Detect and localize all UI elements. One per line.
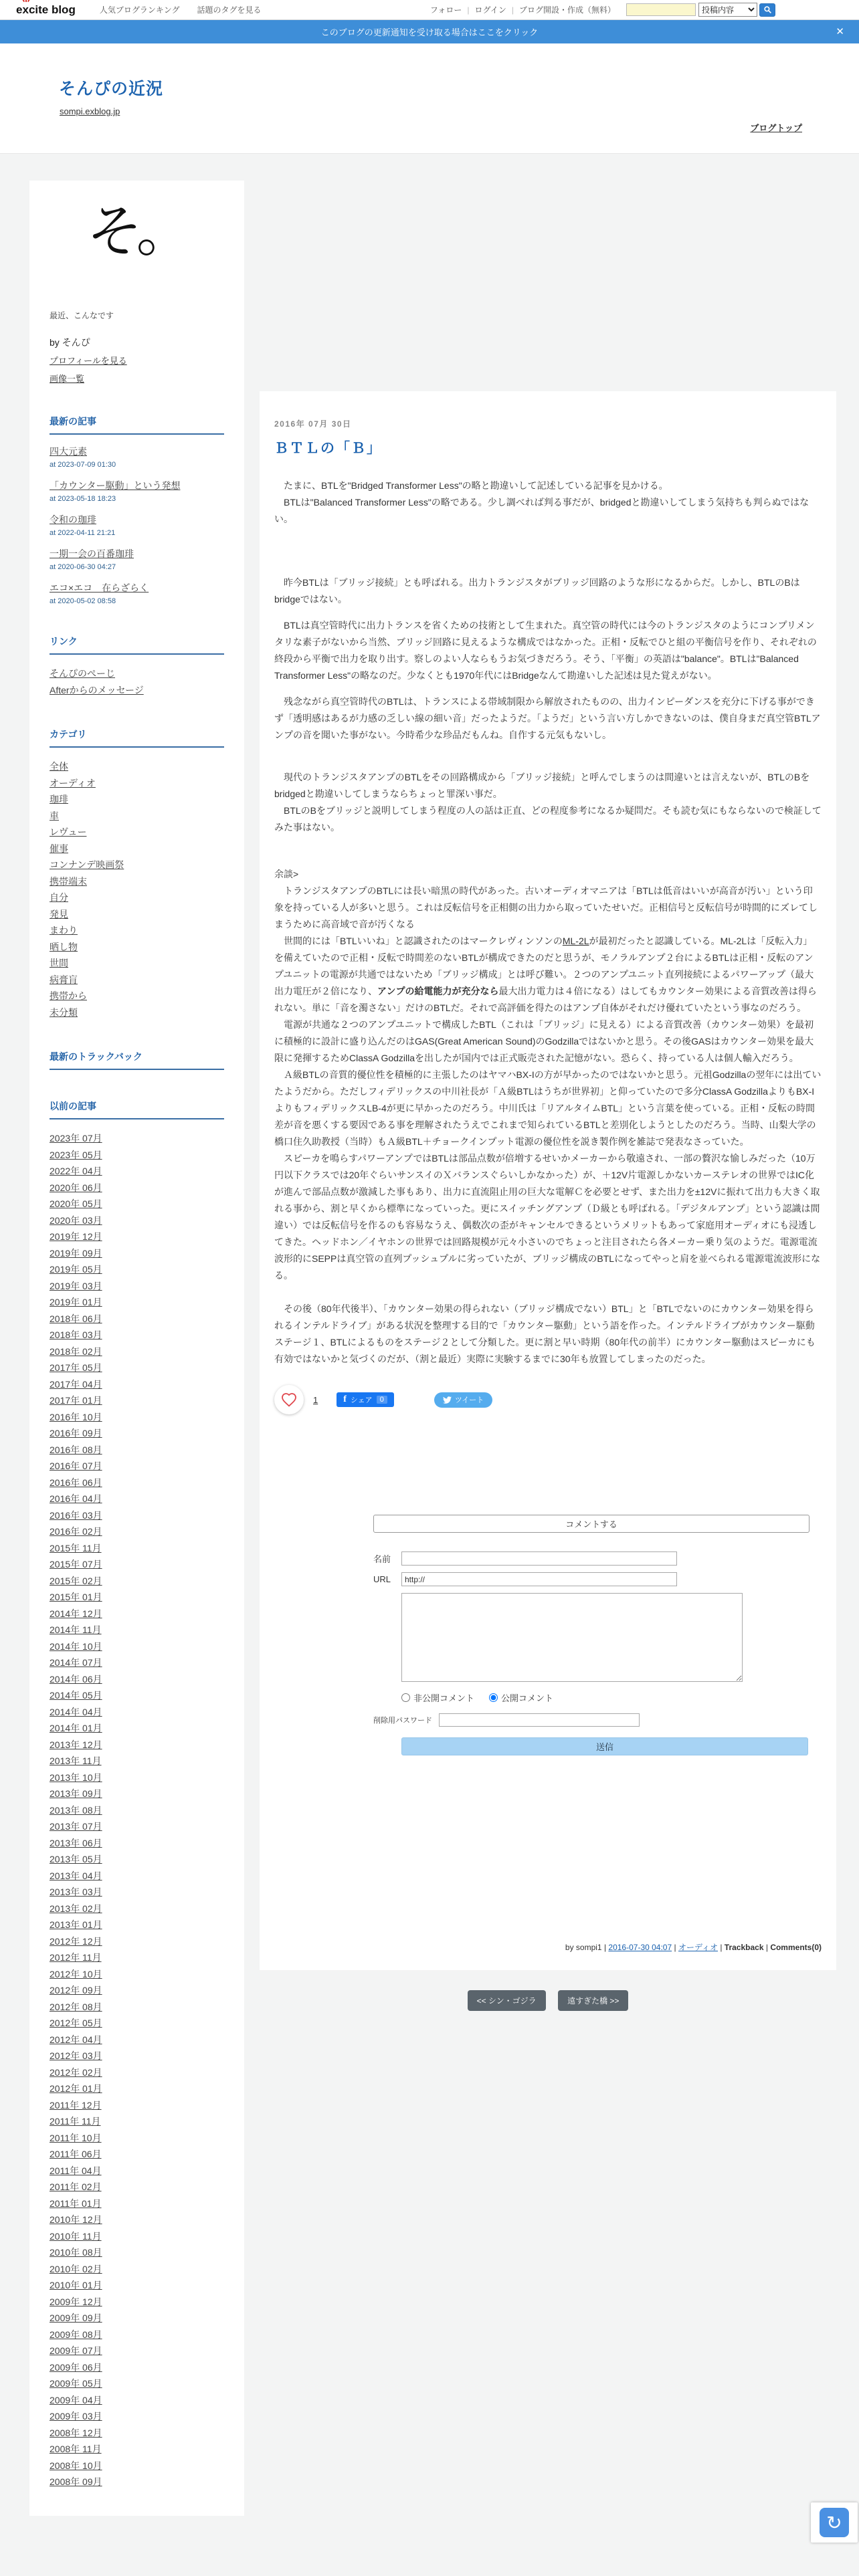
archive-month-link[interactable]: 2011年 04月	[50, 2165, 102, 2176]
search-input[interactable]	[626, 3, 696, 16]
archive-month-link[interactable]: 2009年 04月	[50, 2394, 102, 2405]
links-list	[50, 665, 224, 698]
name-label: 名前	[373, 1554, 391, 1564]
close-icon[interactable]: ✕	[836, 26, 844, 37]
archive-month-link[interactable]: 2009年 03月	[50, 2411, 102, 2422]
byline-link[interactable]: Trackback	[724, 1943, 764, 1952]
category-link[interactable]: 珈琲	[50, 794, 68, 804]
recent-post-date: at 2020-05-02 08:58	[50, 597, 116, 605]
category-link[interactable]: 世間	[50, 958, 68, 968]
prev-post-button[interactable]: << シン・ゴジラ	[468, 1990, 546, 2011]
archive-month-link[interactable]: 2014年 06月	[50, 1673, 102, 1685]
category-link[interactable]: まわり	[50, 925, 78, 936]
archive-month-link[interactable]: 2016年 04月	[50, 1493, 102, 1504]
link-item[interactable]: Afterからのメッセージ	[50, 684, 144, 695]
archive-month-link[interactable]: 2010年 12月	[50, 2214, 102, 2225]
recaptcha-badge[interactable]	[811, 2502, 858, 2543]
archive-month-link[interactable]: 2013年 07月	[50, 1821, 102, 1832]
archive-month-link[interactable]: 2013年 01月	[50, 1919, 102, 1930]
public-comment-option[interactable]	[489, 1691, 553, 1704]
create-blog-link[interactable]: ブログ開設・作成（無料）	[518, 5, 615, 15]
article-paragraph: たまに、BTLを"Bridged Transformer Less"の略と勘違いして記述している記事を見かける。	[274, 480, 668, 491]
archive-month-link[interactable]: 2013年 04月	[50, 1870, 102, 1881]
article-paragraph: BTLは"Balanced Transformer Less"の略である。少し調べれば判る事だが、bridgedと勘違いしてしまう気持ちも判らぬではない。	[274, 497, 809, 524]
archive-month-link[interactable]: 2018年 03月	[50, 1329, 102, 1340]
category-link[interactable]: 催事	[50, 843, 68, 854]
archive-month-link[interactable]: 2019年 01月	[50, 1297, 102, 1307]
archive-month-link[interactable]: 2014年 12月	[50, 1608, 102, 1619]
archive-month-link[interactable]: 2013年 12月	[50, 1739, 102, 1750]
archive-month-link[interactable]: 2008年 09月	[50, 2476, 102, 2487]
comment-visibility-radios	[401, 1691, 809, 1704]
url-field[interactable]	[401, 1572, 677, 1586]
submit-comment-button[interactable]: 送信	[401, 1737, 808, 1755]
delete-password-field[interactable]	[439, 1713, 640, 1727]
archive-month-link[interactable]: 2012年 05月	[50, 2018, 102, 2028]
categories-list	[50, 758, 224, 1021]
url-label: URL	[373, 1574, 391, 1584]
separator: |	[467, 5, 470, 15]
archive-month-link[interactable]: 2013年 02月	[50, 1903, 102, 1914]
profile-link[interactable]: プロフィールを見る	[50, 356, 127, 366]
comment-textarea[interactable]	[401, 1593, 743, 1682]
recent-post-link[interactable]: 令和の珈琲	[50, 514, 96, 525]
category-link[interactable]: 晒し物	[50, 941, 78, 952]
archives-heading: 以前の記事	[50, 1099, 224, 1119]
archive-month-link[interactable]: 2017年 04月	[50, 1378, 102, 1390]
archive-month-link[interactable]: 2017年 05月	[50, 1362, 102, 1373]
byline-author: by sompi1	[565, 1943, 602, 1952]
image-list-link[interactable]: 画像一覧	[50, 374, 85, 384]
archive-month-link[interactable]: 2022年 04月	[50, 1166, 102, 1176]
archive-month-link[interactable]: 2015年 07月	[50, 1559, 102, 1570]
recent-post-date: at 2020-06-30 04:27	[50, 563, 116, 571]
archive-month-link[interactable]: 2016年 10月	[50, 1411, 102, 1422]
category-link[interactable]: コンナンデ映画祭	[50, 859, 124, 870]
recent-post-item	[50, 581, 224, 605]
archive-month-link[interactable]: 2009年 06月	[50, 2361, 102, 2373]
login-link[interactable]: ログイン	[474, 5, 506, 15]
comment-form	[373, 1551, 809, 1755]
archive-month-link[interactable]: 2008年 12月	[50, 2427, 102, 2438]
recent-post-item	[50, 513, 224, 537]
top-bar	[0, 0, 859, 20]
spark-icon	[23, 0, 29, 2]
archive-month-link[interactable]: 2013年 10月	[50, 1772, 102, 1783]
comment-toggle-button[interactable]: コメントする	[373, 1515, 809, 1533]
private-comment-radio[interactable]	[401, 1693, 410, 1702]
article-paragraph: その後（80年代後半）、「カウンター効果の得られない（ブリッジ構成でない）BTL」と「BTLでないのにカウンター効果を得られるインテルドライブ」がある状況を整理する目的で「カウンター駆動」という語を作った。インテルドライブがカウンター駆動ステージ１、BTLによるものをステージ２として分類した。更に割と早い時期（80年代の前半）にカウンター駆動はスピーカにも有効ではないかと気づくのだが、（割と最近）実際に実験するまでに30年も放置してしまったのだった。	[274, 1303, 816, 1364]
archive-month-link[interactable]: 2012年 02月	[50, 2066, 102, 2078]
archive-month-link[interactable]: 2016年 09月	[50, 1428, 102, 1438]
article-paragraph: スピーカを鳴らすパワーアンプではBTLは部品点数が倍増するせいかメーカーから敬遠され、一部の贅沢な愉しみだった（10万円以下クラスでは20年ぐらいサンスイのＸバランスぐらいしかなかった）が、＋12V片電源しかないカーステレオの世界ではIC化が進んで部品点数が激減した事もあり、出力に直流阻止用の巨大な電解Ｃを必要とせず、また出力を±12Vに振れて出力も大きく取れる事から、割と早くから標準になっていった。更にスイッチングアンプ（Ｄ級とも呼ばれる。「デジタルアンプ」という認識は間違い）では反転信号を作るのも容易なうえ、偶数次の歪がキャンセルできるというメリットもあって家庭用オーディオにも浸透してきた。ヘッドホン／イヤホンの世界では回路規模が元々小さいのでちょっと注目されたら各メーカー乗り気のようだ。電源電流波形的にSEPPは真空管の直列プッシュプルに劣っていたが、ブリッジ構成のBTLになってやっと肩を並べられる電源電流波形になる。	[274, 1153, 821, 1281]
byline-link[interactable]: オーディオ	[678, 1943, 718, 1952]
archive-month-link[interactable]: 2009年 05月	[50, 2378, 102, 2389]
category-link[interactable]: レヴュー	[50, 827, 87, 837]
category-link[interactable]: 発見	[50, 908, 68, 920]
recent-post-link[interactable]: 四大元素	[50, 446, 87, 457]
next-post-button[interactable]: 遠すぎた橋 >>	[558, 1990, 628, 2011]
nav-blog-ranking[interactable]: 人気ブログランキング	[99, 5, 180, 15]
archive-month-link[interactable]: 2023年 07月	[50, 1133, 102, 1144]
article-paragraph: 現代のトランジスタアンプのBTLをその回路構成から「ブリッジ接続」と呼んでしまうのは間違いとは言えないが、BTLのBをbridgedと勘違いしてしまうならちょっと罪深い事だ。	[274, 772, 810, 799]
archive-month-link[interactable]: 2013年 11月	[50, 1755, 102, 1766]
archive-month-link[interactable]: 2020年 05月	[50, 1198, 102, 1209]
archive-month-link[interactable]: 2015年 11月	[50, 1542, 102, 1553]
archive-month-link[interactable]: 2008年 11月	[50, 2444, 102, 2454]
comment-section	[373, 1515, 809, 1755]
recent-posts-list	[50, 445, 224, 605]
archive-month-link[interactable]: 2019年 09月	[50, 1247, 102, 1259]
tweet-label: ツイート	[454, 1396, 484, 1404]
post-byline: by sompi1 | 2016-07-30 04:07 | オーディオ | Trackback | Comments(0)	[565, 1943, 822, 1952]
recaptcha-icon: ↻	[820, 2508, 849, 2537]
archive-month-link[interactable]: 2012年 03月	[50, 2050, 102, 2061]
sidebar	[29, 181, 244, 2516]
facebook-share-label: シェア	[350, 1396, 373, 1404]
archive-month-link[interactable]: 2014年 05月	[50, 1690, 102, 1701]
recent-post-item	[50, 479, 224, 503]
public-comment-label: 公開コメント	[501, 1693, 554, 1703]
category-link[interactable]: 病膏肓	[50, 974, 78, 985]
article-paragraph: 電源が共通な２つのアンプユニットで構成したBTL（これは「ブリッジ」に見える）による音質改善（カウンター効果）を最初に積極的に設計に盛り込んだのはGAS(Great American Sound)のGodzillaではないかと思う。その後GASはカウンター効果を最大限に発揮するためClassA Godzillaを出したが国内では正式販売された記憶がない。恐らく、持っている人は個人輸入だろう。	[274, 1019, 814, 1063]
archive-month-link[interactable]: 2009年 08月	[50, 2329, 102, 2340]
recent-post-link[interactable]: 「カウンター駆動」という発想	[50, 480, 181, 491]
search-scope-select[interactable]	[698, 3, 757, 17]
archive-month-link[interactable]: 2012年 08月	[50, 2001, 102, 2012]
archive-month-link[interactable]: 2016年 03月	[50, 1509, 102, 1521]
article-paragraph: 残念ながら真空管時代のBTLは、トランスによる帯域制限から解放されたものの、出力インピーダンスを充分に下げる事ができず「透明感はあるが力感の乏しい線の細い音」だったようだ。「ようだ」という言い方しかできないのは、僕自身まだ真空管BTLアンプの音を聞いた事がない。今時希少な珍品だもんね。自作する元気もないし。	[274, 696, 821, 740]
category-link[interactable]: 車	[50, 810, 59, 821]
archive-month-link[interactable]: 2019年 05月	[50, 1264, 102, 1275]
archive-month-link[interactable]: 2020年 03月	[50, 1214, 102, 1226]
archive-month-link[interactable]: 2013年 09月	[50, 1788, 102, 1799]
blog-title[interactable]: そんぴの近況	[59, 80, 164, 98]
archive-month-link[interactable]: 2009年 07月	[50, 2345, 102, 2356]
archive-month-link[interactable]: 2016年 06月	[50, 1477, 102, 1488]
archive-month-link[interactable]: 2011年 10月	[50, 2132, 102, 2143]
archive-month-link[interactable]: 2012年 09月	[50, 1985, 102, 1996]
blog-description: 最近、こんなです	[50, 311, 114, 320]
archive-month-link[interactable]: 2012年 01月	[50, 2083, 102, 2094]
archive-month-link[interactable]: 2010年 02月	[50, 2263, 102, 2274]
archive-month-link[interactable]: 2011年 11月	[50, 2116, 101, 2127]
post-body	[274, 477, 822, 1368]
main-column	[260, 391, 836, 2011]
tweet-button[interactable]	[434, 1392, 492, 1408]
recent-post-date: at 2022-04-11 21:21	[50, 529, 116, 537]
recent-post-date: at 2023-05-18 18:23	[50, 495, 116, 503]
follow-link[interactable]: フォロー	[430, 5, 462, 15]
archive-month-link[interactable]: 2010年 08月	[50, 2247, 102, 2258]
archive-month-link[interactable]: 2016年 02月	[50, 1526, 102, 1537]
category-link[interactable]: 全体	[50, 761, 68, 772]
facebook-share-button[interactable]	[337, 1392, 394, 1407]
archive-month-link[interactable]: 2011年 06月	[50, 2149, 102, 2159]
heart-icon	[281, 1392, 297, 1408]
category-link[interactable]: 携帯から	[50, 990, 87, 1001]
name-field[interactable]	[401, 1551, 677, 1566]
excite-blog-logo[interactable]: e xcite blog	[16, 3, 76, 17]
public-comment-radio[interactable]	[489, 1693, 498, 1702]
search-icon	[763, 5, 772, 14]
archive-month-link[interactable]: 2012年 04月	[50, 2034, 102, 2045]
archive-month-link[interactable]: 2014年 10月	[50, 1640, 102, 1652]
archive-month-link[interactable]: 2014年 04月	[50, 1706, 102, 1717]
article-paragraph: 昨今BTLは「ブリッジ接続」とも呼ばれる。出力トランジスタがブリッジ回路のような形になるからだ。しかし、BTLのBはbridgeではない。	[274, 577, 800, 605]
update-notice-bar	[0, 20, 859, 43]
article-paragraph: 余談>	[274, 869, 299, 879]
bold-text: アンプの給電能力が充分なら	[377, 986, 499, 996]
byline-link[interactable]: 2016-07-30 04:07	[608, 1943, 672, 1952]
blog-author: by そんぴ	[50, 337, 90, 348]
like-button[interactable]	[274, 1385, 304, 1414]
category-link[interactable]: 未分類	[50, 1006, 78, 1018]
archive-month-link[interactable]: 2014年 11月	[50, 1624, 102, 1635]
archive-month-link[interactable]: 2013年 06月	[50, 1837, 102, 1848]
archive-month-link[interactable]: 2014年 07月	[50, 1657, 102, 1668]
archive-month-link[interactable]: 2018年 06月	[50, 1313, 102, 1324]
separator: |	[511, 5, 514, 15]
archive-month-link[interactable]: 2011年 02月	[50, 2181, 102, 2192]
archive-month-link[interactable]: 2010年 11月	[50, 2230, 102, 2242]
archive-month-link[interactable]: 2013年 08月	[50, 1804, 102, 1816]
like-count[interactable]: 1	[313, 1394, 318, 1405]
blog-logo-image[interactable]: そ。	[86, 199, 187, 264]
archive-month-link[interactable]: 2011年 01月	[50, 2197, 102, 2209]
site-header	[0, 43, 859, 154]
private-comment-option[interactable]	[401, 1691, 474, 1704]
archive-month-link[interactable]: 2009年 09月	[50, 2313, 102, 2323]
post-navigation	[260, 1990, 836, 2011]
recent-post-link[interactable]: 一期一会の百番珈琲	[50, 548, 134, 559]
category-link[interactable]: オーディオ	[50, 777, 96, 788]
archive-month-link[interactable]: 2012年 12月	[50, 1935, 102, 1947]
blog-top-link[interactable]: ブログトップ	[750, 123, 802, 133]
category-link[interactable]: 携帯端末	[50, 875, 87, 887]
archive-month-link[interactable]: 2015年 02月	[50, 1575, 102, 1586]
archive-month-link[interactable]: 2015年 01月	[50, 1592, 102, 1602]
archive-month-link[interactable]: 2014年 01月	[50, 1723, 102, 1733]
article-paragraph: Ａ級BTLの音質的優位性を積極的に主張したのはヤマハBX-Iの方が早かったのではないかと思う。元祖Godzillaの翌年には出ていたようだから。ただしフィデリックスの中川社長が「Ａ級BTLはうちが世界初」と仰っていたので多分ClassA GodzillaよりもBX-IよりもフィデリックスLB-4が更に早かったのだろう。中川氏は「リアルタイムBTL」という言葉を使っている。正相・反転の時間差が音を悪くする要因である事を理解されたうえでこれまで知られているBTLと差別化しようとしたのだろう。当時、山梨大学の橋口住久助教授（当時）もＡ級BTL＋チョークインプット電源の優位性を説き製作例を雑誌で発表なさっていた。	[274, 1069, 822, 1147]
facebook-share-count: 0	[377, 1396, 387, 1404]
recent-post-item	[50, 445, 224, 469]
like-share-row	[274, 1385, 822, 1414]
archive-month-link[interactable]: 2016年 08月	[50, 1444, 102, 1455]
article-paragraph: BTLは真空管時代に出力トランスを省くための技術として生まれた。真空管の時代には今のトランジスタのようにコンプリメンタリな素子がないから当然、ブリッジ回路に見えるような構成ではなかった。正相・反転でひと組の平衡信号を作り、それぞれの終段から平衡で出力を取り出す。察しのよい人ならもうお気づきだろう。そう、「平衡」の英語は"balance"。BTLは"Balanced Transformer Less"の略なのだ。少なくとも1970年代にはBridgeなんて勘違いした記述は見た覚えがない。	[274, 620, 817, 681]
article-paragraph: BTLのBをブリッジと説明してしまう程度の人の話は正直、どの程度参考になるか疑問だ。そも読む気にもならないので検証してみた事はない。	[274, 805, 822, 833]
delete-password-label: 削除用パスワード	[373, 1717, 432, 1725]
post-card	[260, 391, 836, 1970]
twitter-icon	[443, 1396, 452, 1404]
archive-month-link[interactable]: 2012年 10月	[50, 1968, 102, 1979]
facebook-icon: f	[343, 1394, 347, 1404]
archive-month-link[interactable]: 2013年 03月	[50, 1887, 102, 1897]
inline-link[interactable]: ML-2L	[562, 936, 589, 946]
blog-url-link[interactable]: sompi.exblog.jp	[60, 106, 120, 116]
archive-month-link[interactable]: 2012年 11月	[50, 1952, 102, 1963]
archive-month-link[interactable]: 2016年 07月	[50, 1461, 102, 1471]
notice-link[interactable]: このブログの更新通知を受け取る場合はここをクリック	[320, 27, 539, 37]
archive-month-link[interactable]: 2019年 03月	[50, 1280, 102, 1291]
categories-heading: カテゴリ	[50, 728, 224, 748]
recent-posts-heading: 最新の記事	[50, 415, 224, 435]
post-title: ＢＴＬの「Ｂ」	[274, 441, 382, 456]
recent-post-item	[50, 547, 224, 571]
byline-link[interactable]: Comments(0)	[770, 1943, 822, 1952]
post-date: 2016年 07月 30日	[274, 419, 352, 429]
archive-month-link[interactable]: 2018年 02月	[50, 1346, 102, 1357]
archive-month-link[interactable]: 2013年 05月	[50, 1854, 102, 1864]
archive-month-link[interactable]: 2019年 12月	[50, 1231, 102, 1242]
private-comment-label: 非公開コメント	[413, 1693, 475, 1703]
archives-list	[50, 1130, 224, 2490]
links-heading: リンク	[50, 635, 224, 655]
archive-month-link[interactable]: 2011年 12月	[50, 2099, 102, 2111]
nav-topic-tags[interactable]: 話題のタグを見る	[197, 5, 262, 15]
article-paragraph: 世間的には「BTLいいね」と認識されたのはマークレヴィンソンのML-2Lが最初だったと認識している。ML-2Lは「反転入力」を備えていたので正相・反転で時間差のないBTLが構成できたのだと思うが、モノラルアンプ２台によるBTLは正相・反転のアンプユニットの電源が共通ではないため「ブリッジ構成」とは呼び難い。２つのアンプユニット直列接続によるパワーアップ（最大出力電圧が２倍になり、アンプの給電能力が充分なら最大出力電力は４倍になる）はしてもカウンター効果による音質改善は得られない。単に「音を濁さない」だけのBTLだ。それで高評価を得たのはアンプ自体がそれだけ優れていたという事なのだろう。	[274, 936, 817, 1013]
link-item[interactable]: そんぴのぺーじ	[50, 668, 115, 679]
trackback-heading: 最新のトラックバック	[50, 1050, 224, 1070]
recent-post-date: at 2023-07-09 01:30	[50, 461, 116, 469]
recent-post-link[interactable]: エコ×エコ 在らざらく	[50, 582, 149, 593]
search-button[interactable]	[759, 3, 775, 17]
archive-month-link[interactable]: 2023年 05月	[50, 1149, 102, 1160]
archive-month-link[interactable]: 2008年 10月	[50, 2460, 102, 2471]
archive-month-link[interactable]: 2010年 01月	[50, 2280, 102, 2290]
archive-month-link[interactable]: 2009年 12月	[50, 2296, 102, 2307]
article-paragraph: トランジスタアンプのBTLには長い暗黒の時代があった。古いオーディオマニアは「BTLは低音はいいが高音が汚い」という印象を持っている人が多いと思う。これは反転信号を正相側の出力から取っていたせいだ。正相信号と反転信号が時間的にズレてしまうために高音域で音が汚くなる	[274, 885, 818, 930]
archive-month-link[interactable]: 2017年 01月	[50, 1395, 102, 1406]
category-link[interactable]: 自分	[50, 892, 68, 903]
archive-month-link[interactable]: 2020年 06月	[50, 1182, 102, 1193]
